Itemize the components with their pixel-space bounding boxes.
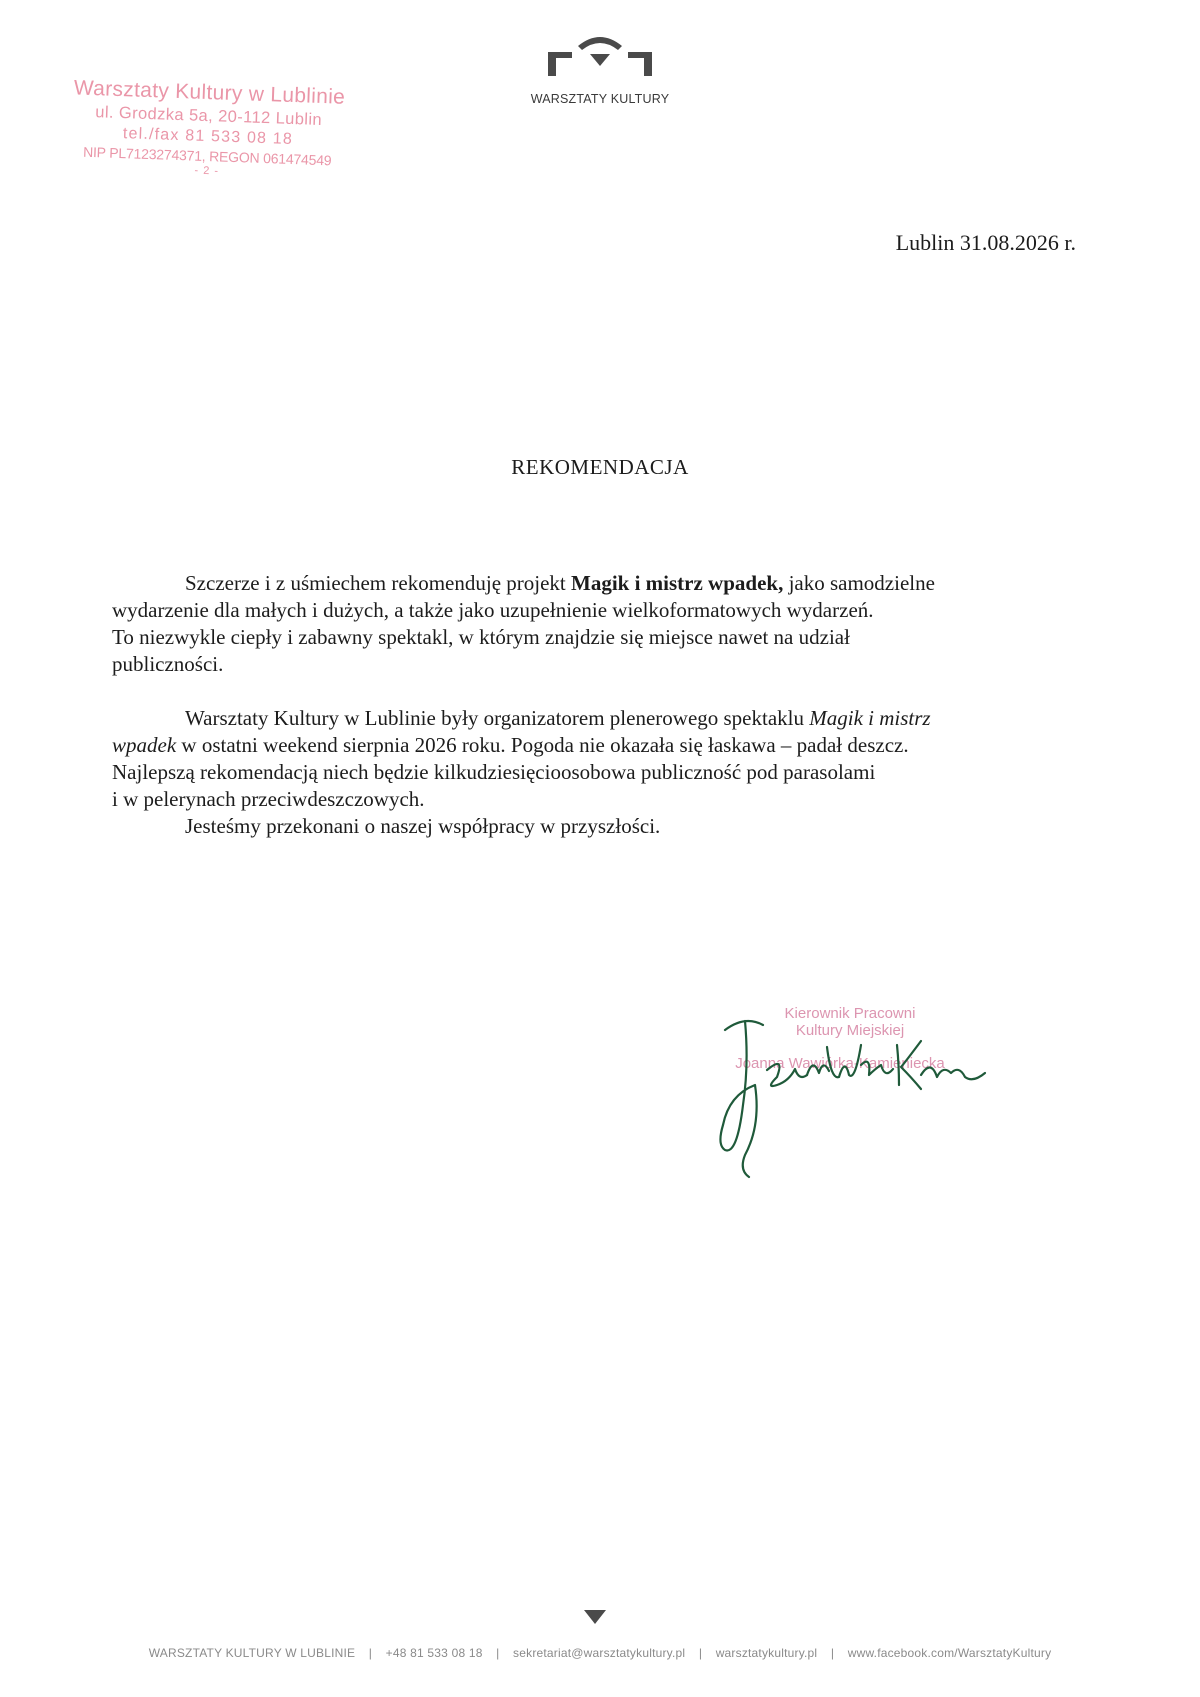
paragraph-1-line-1: Szczerze i z uśmiechem rekomenduję projekt Magik i mistrz wpadek, jako samodzielne	[185, 571, 935, 595]
footer-separator: |	[830, 1646, 835, 1660]
stamp-line-address: ul. Grodzka 5a, 20-112 Lublin	[95, 103, 323, 130]
footer-arrow-icon	[584, 1610, 606, 1626]
letter-body	[112, 570, 1072, 840]
paragraph-2-line-1: Warsztaty Kultury w Lublinie były organizatorem plenerowego spektaklu Magik i mistrz	[185, 706, 931, 730]
paragraph-2-line-3: Najlepszą rekomendacją niech będzie kilkudziesięcioosobowa publiczność pod parasolami	[112, 760, 876, 784]
paragraph-1-line-4: publiczności.	[112, 652, 224, 676]
paragraph-1-line-3: To niezwykle ciepły i zabawny spektakl, w którym znajdzie się miejsce nawet na udział	[112, 625, 850, 649]
paragraph-2-line-5: Jesteśmy przekonani o naszej współpracy w przyszłości.	[185, 814, 661, 838]
signatory-role-line-2: Kultury Miejskiej	[795, 1022, 905, 1039]
footer-org: WARSZTATY KULTURY W LUBLINIE	[148, 1646, 356, 1660]
letter-date: Lublin 31.08.2026 r.	[895, 230, 1076, 255]
footer-email: sekretariat@warsztatykultury.pl	[513, 1646, 686, 1660]
logo-mark-icon	[540, 30, 660, 80]
institution-stamp	[61, 76, 356, 182]
letter-footer	[0, 1646, 1200, 1660]
footer-phone: +48 81 533 08 18	[385, 1646, 483, 1660]
project-name-bold: Magik i mistrz wpadek,	[571, 571, 784, 595]
footer-separator: |	[698, 1646, 703, 1660]
project-name-italic-cont: wpadek	[112, 733, 177, 757]
logo-text: WARSZTATY KULTURY	[530, 92, 670, 106]
footer-website: warsztatykultury.pl	[715, 1646, 818, 1660]
signatory-name: Joanna Wawiórka-Kamieniecka	[735, 1055, 945, 1072]
organization-logo	[520, 30, 680, 106]
stamp-line-phone: tel./fax 81 533 08 18	[122, 125, 294, 149]
paragraph-2-line-2: wpadek w ostatni weekend sierpnia 2026 roku. Pogoda nie okazała się łaskawa – padał deszcz.	[112, 733, 909, 757]
handwritten-signature	[715, 985, 1015, 1185]
project-name-italic: Magik i mistrz	[809, 706, 931, 730]
stamp-line-name: Warsztaty Kultury w Lublinie	[73, 76, 346, 109]
paragraph-2-line-4: i w pelerynach przeciwdeszczowych.	[112, 787, 425, 811]
footer-separator: |	[496, 1646, 500, 1660]
stamp-line-number: - 2 -	[194, 164, 220, 178]
signatory-role-line-1: Kierownik Pracowni	[784, 1005, 916, 1022]
footer-separator: |	[368, 1646, 373, 1660]
letter-title: REKOMENDACJA	[511, 455, 689, 479]
paragraph-1-line-2: wydarzenie dla małych i dużych, a także jako uzupełnienie wielkoformatowych wydarzeń.	[112, 598, 874, 622]
footer-facebook: www.facebook.com/WarsztatyKultury	[847, 1646, 1052, 1660]
stamp-line-tax-ids: NIP PL7123274371, REGON 061474549	[82, 143, 332, 169]
